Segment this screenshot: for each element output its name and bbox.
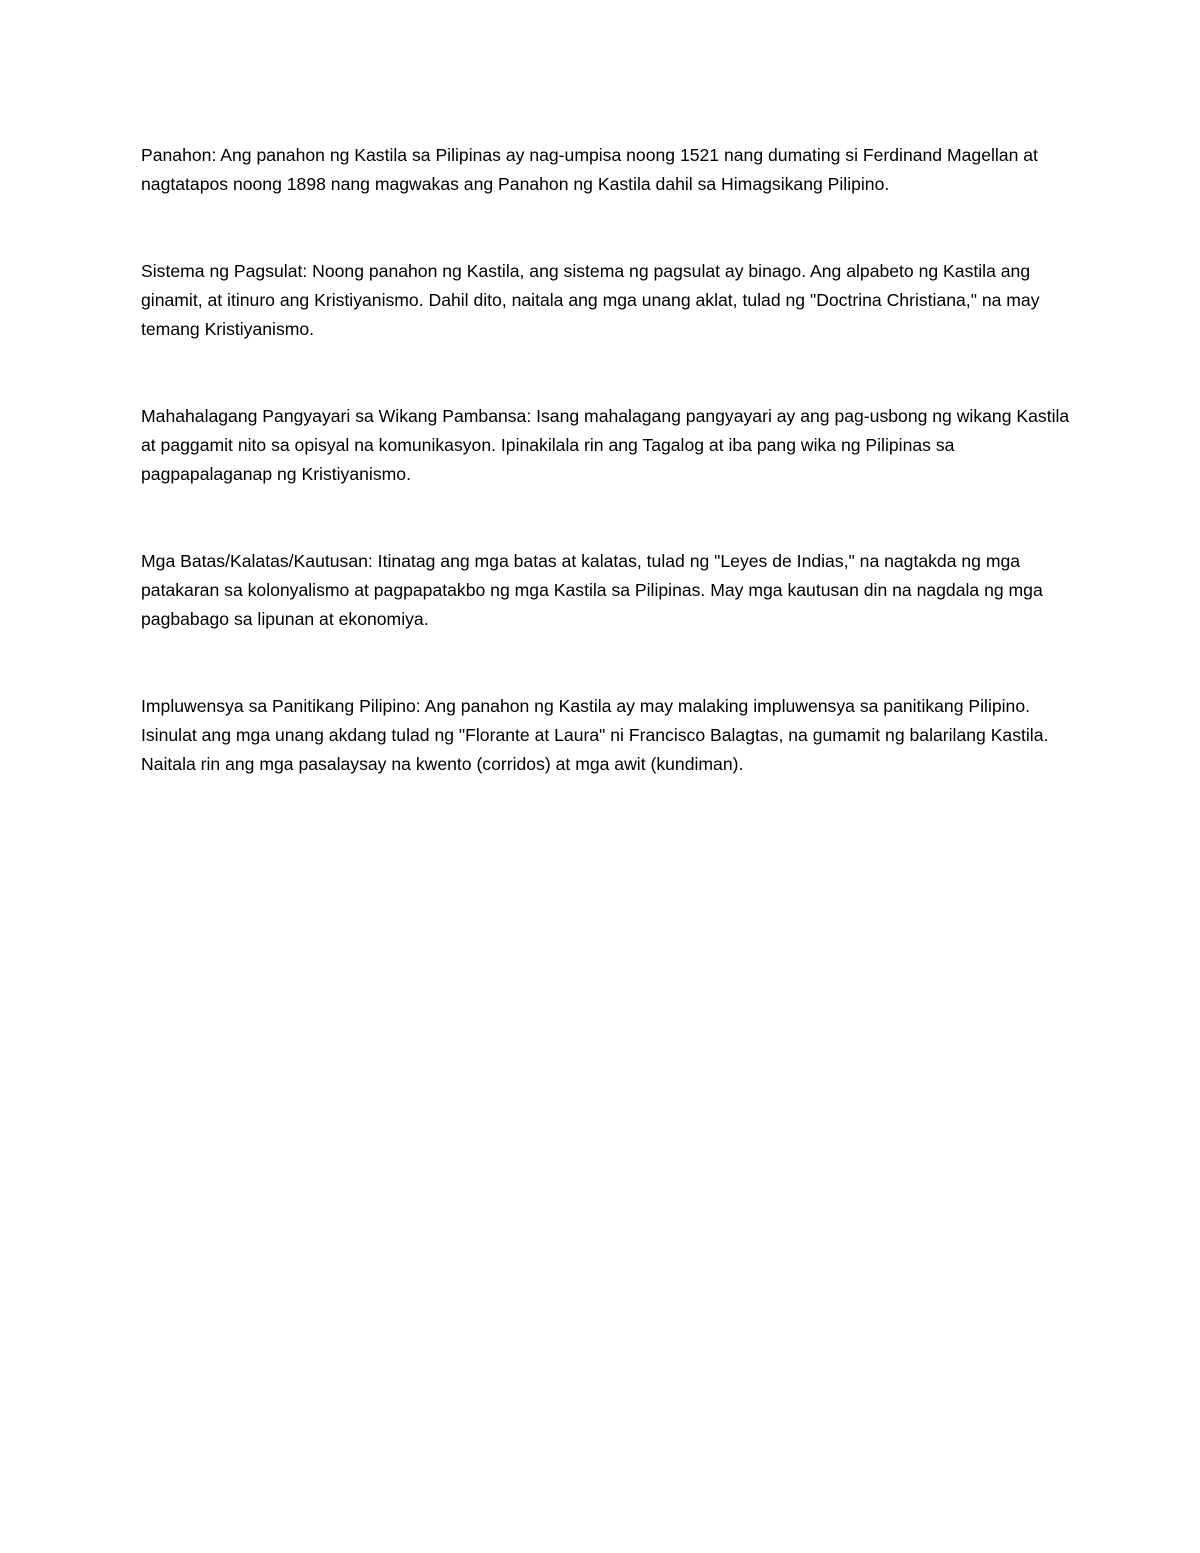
document-body (141, 141, 1071, 837)
paragraph-impluwensya: Impluwensya sa Panitikang Pilipino: Ang panahon ng Kastila ay may malaking impluwensya sa panitikang Pilipino. Isinulat ang mga unang akdang tulad ng "Florante at Laura" ni Francisco Balagtas, na gumamit ng balarilang Kastila. Naitala rin ang mga pasalaysay na kwento (corridos) at mga awit (kundiman). (141, 696, 1049, 774)
paragraph-sistema-ng-pagsulat: Sistema ng Pagsulat: Noong panahon ng Kastila, ang sistema ng pagsulat ay binago. Ang alpabeto ng Kastila ang ginamit, at itinuro ang Kristiyanismo. Dahil dito, naitala ang mga unang aklat, tulad ng "Doctrina Christiana," na may temang Kristiyanismo. (141, 261, 1040, 339)
paragraph-panahon: Panahon: Ang panahon ng Kastila sa Pilipinas ay nag-umpisa noong 1521 nang dumating si Ferdinand Magellan at nagtatapos noong 1898 nang magwakas ang Panahon ng Kastila dahil sa Himagsikang Pilipino. (141, 145, 1038, 194)
paragraph-mahahalagang-pangyayari: Mahahalagang Pangyayari sa Wikang Pambansa: Isang mahalagang pangyayari ay ang pag-usbong ng wikang Kastila at paggamit nito sa opisyal na komunikasyon. Ipinakilala rin ang Tagalog at iba pang wika ng Pilipinas sa pagpapalaganap ng Kristiyanismo. (141, 406, 1070, 484)
paragraph-mga-batas: Mga Batas/Kalatas/Kautusan: Itinatag ang mga batas at kalatas, tulad ng "Leyes de Indias," na nagtakda ng mga patakaran sa kolonyalismo at pagpapatakbo ng mga Kastila sa Pilipinas. May mga kautusan din na nagdala ng mga pagbabago sa lipunan at ekonomiya. (141, 551, 1043, 629)
